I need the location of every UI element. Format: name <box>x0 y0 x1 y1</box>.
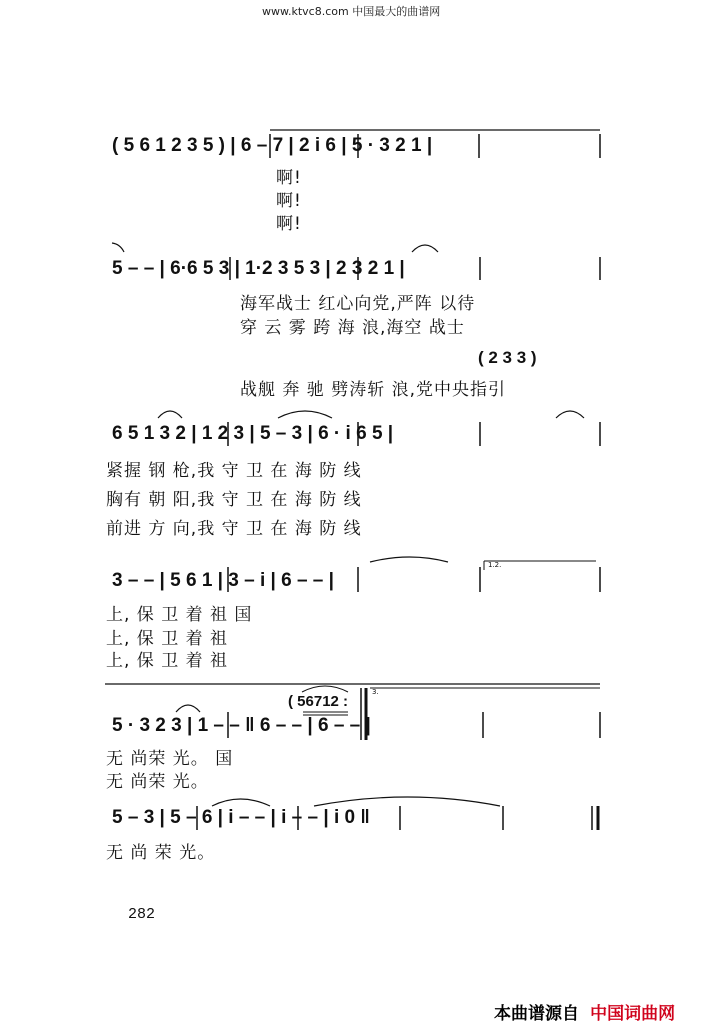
system5-lyric-2: 无 尚荣 光。 <box>106 772 209 792</box>
system3-lyric-3: 前进 方 向,我 守 卫 在 海 防 线 <box>106 519 362 539</box>
system4-lyric-2: 上, 保 卫 着 祖 <box>106 629 229 649</box>
system1-lyric-2: 啊! <box>276 191 302 211</box>
system3-notes: 6 5 1 3 2 | 1 2 3 | 5 – 3 | 6 · i 6 5 | <box>112 423 394 444</box>
system3-lyric-1: 紧握 钢 枪,我 守 卫 在 海 防 线 <box>106 461 362 481</box>
system4-lyric-1: 上, 保 卫 着 祖 国 <box>106 605 253 625</box>
footer-source[interactable] <box>494 999 675 1024</box>
system1-lyric-3: 啊! <box>276 214 302 234</box>
system4-lyric-3: 上, 保 卫 着 祖 <box>106 651 229 671</box>
system4-notes: 3 – – | 5 6 1 | 3 – i | 6 – – | <box>112 570 334 591</box>
system3-lyric-2: 胸有 朝 阳,我 守 卫 在 海 防 线 <box>106 490 362 510</box>
system6-lyric-1: 无 尚 荣 光。 <box>106 843 216 863</box>
system2-notes: 5 – – | 6·6 5 3 | 1·2 3 5 3 | 2 3 2 1 | <box>112 258 405 279</box>
system2-parenthetical: ( 2 3 3 ) <box>478 348 537 367</box>
system1-lyric-1: 啊! <box>276 168 302 188</box>
system5-parenthetical: ( 56712 : <box>288 693 349 710</box>
system5-notes: 5 · 3 2 3 | 1 – – ‖ 6 – – | 6 – – | <box>112 715 371 736</box>
system2-lyric-3: 战舰 奔 驰 劈涛斩 浪,党中央指引 <box>240 380 507 400</box>
system5-lyric-1: 无 尚荣 光。 国 <box>106 749 234 769</box>
volta-1-2: 1.2. <box>488 561 502 569</box>
system6-notes: 5 – 3 | 5 – 6 | i – – | i – – | i 0 ‖ <box>112 807 370 828</box>
page-number: 282 <box>128 906 156 923</box>
footer-text-black: 本曲谱源自 <box>494 1004 579 1024</box>
system2-lyric-2: 穿 云 雾 跨 海 浪,海空 战士 <box>240 318 465 338</box>
site-header[interactable]: www.ktvc8.com 中国最大的曲谱网 <box>262 5 441 18</box>
footer-text-red[interactable]: 中国词曲网 <box>590 1004 676 1024</box>
system2-lyric-1: 海军战士 红心向党,严阵 以待 <box>240 294 476 314</box>
volta-3: 3. <box>372 688 379 696</box>
system1-notes: ( 5 6 1 2 3 5 ) | 6 – 7 | 2 i 6 | 5 · 3 2 1 | <box>112 135 433 156</box>
